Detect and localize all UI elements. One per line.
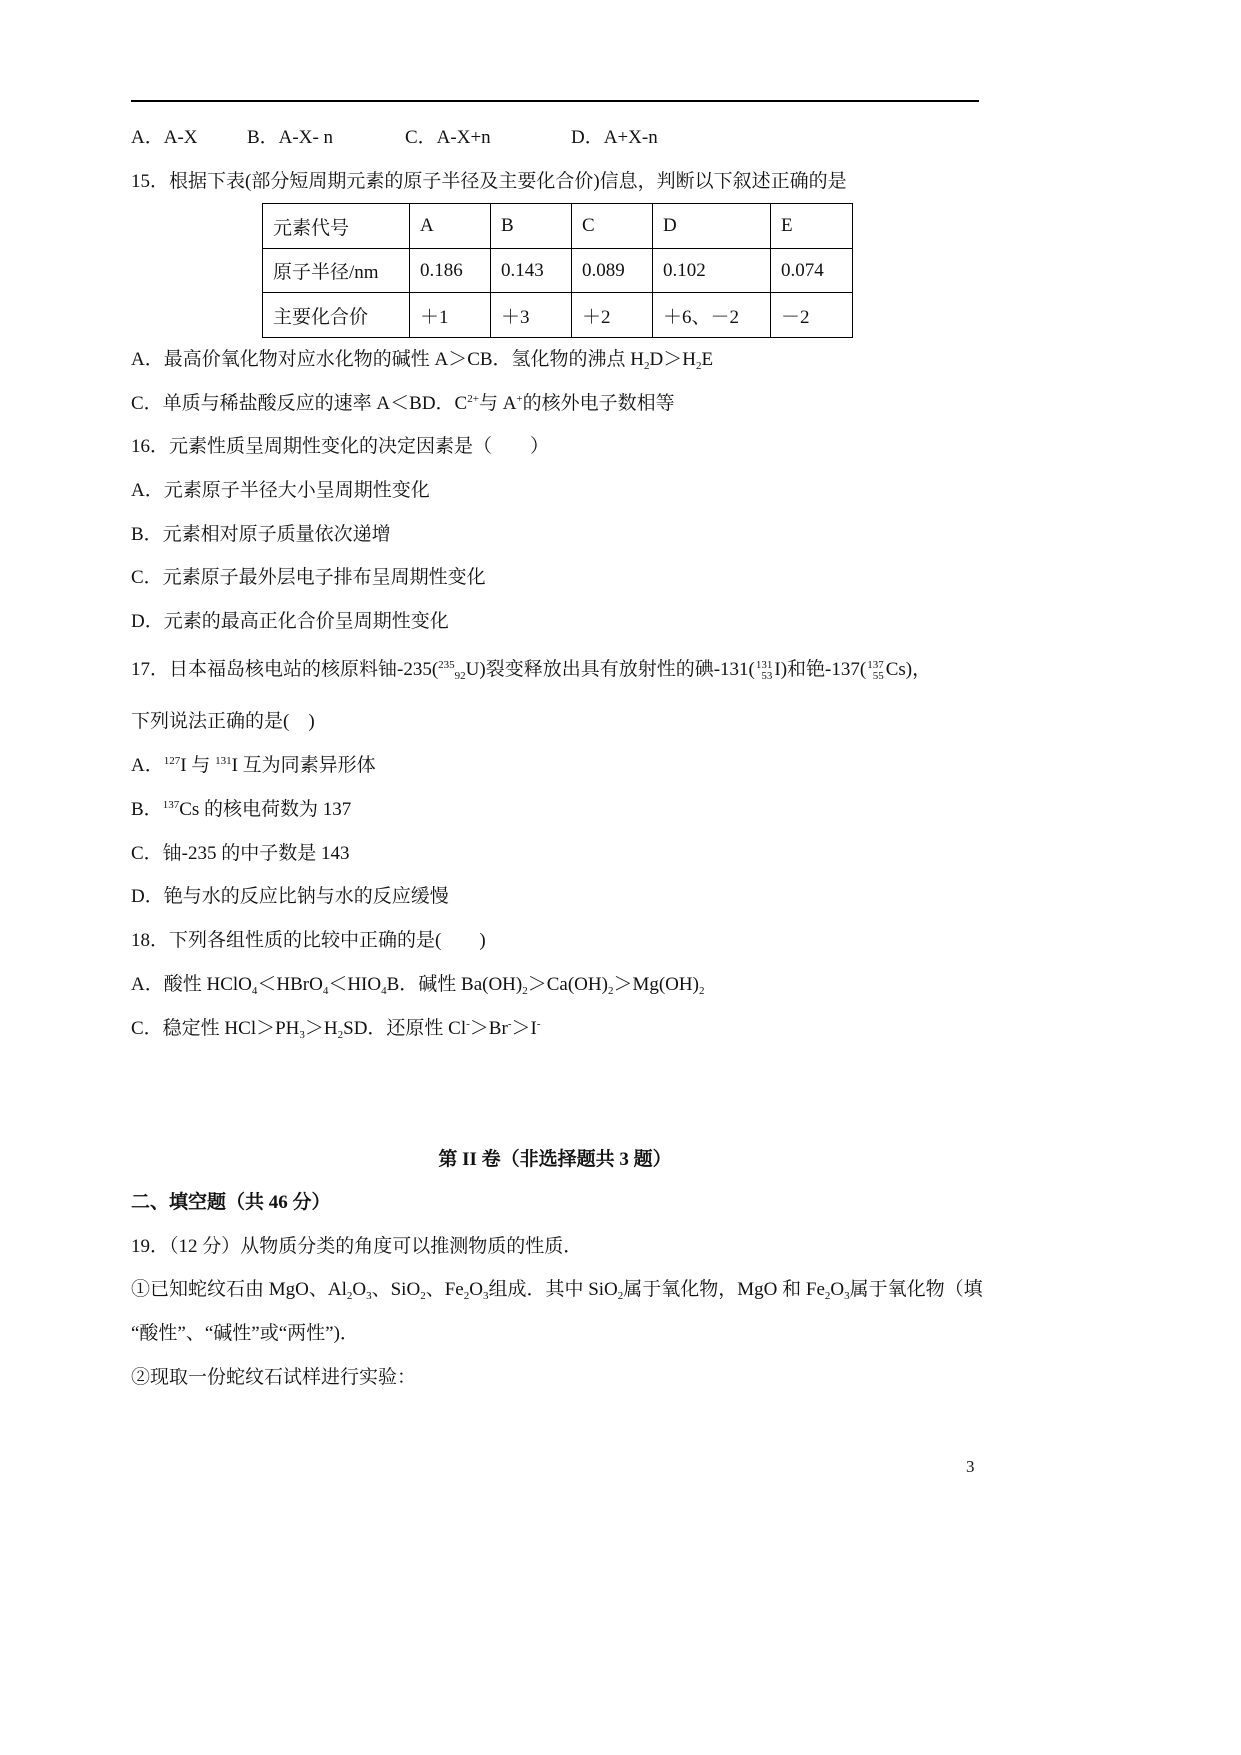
text-run: 、Fe xyxy=(425,1279,464,1300)
text-run: A． xyxy=(131,755,164,776)
superscript: + xyxy=(516,393,523,405)
part2-title: 第 II 卷（非选择题共 3 题） xyxy=(438,1149,672,1170)
q17-option-c xyxy=(131,842,350,866)
q17-option-d xyxy=(131,885,449,909)
text-run: U)裂变释放出具有放射性的碘-131( xyxy=(465,659,755,680)
subscript: 4 xyxy=(251,985,258,997)
text-run: C．稳定性 HCl＞PH xyxy=(131,1018,300,1039)
element-table xyxy=(262,203,853,338)
superscript: 131 xyxy=(215,755,232,767)
superscript: 127 xyxy=(163,755,181,767)
table-cell: －2 xyxy=(771,293,853,338)
subscript: 2 xyxy=(337,1029,344,1041)
subscript: 4 xyxy=(381,985,387,997)
subscript: 2 xyxy=(695,360,702,372)
text-run: ＜HIO xyxy=(328,974,382,995)
superscript: 2+ xyxy=(467,393,479,405)
q15-stem: 15．根据下表(部分短周期元素的原子半径及主要化合价)信息，判断以下叙述正确的是 xyxy=(131,171,847,192)
q14-option-b: B．A-X- n xyxy=(247,127,334,148)
table-cell: 元素代号 xyxy=(263,204,410,249)
subscript: 3 xyxy=(299,1029,305,1041)
text-run: O xyxy=(352,1279,367,1300)
q16-option-d: D．元素的最高正化合价呈周期性变化 xyxy=(131,611,449,632)
text-run: A．最高价氧化物对应水化物的碱性 A＞CB．氢化物的沸点 H xyxy=(131,349,645,370)
mass-number: 137 xyxy=(867,658,884,671)
superscript: - xyxy=(466,1018,470,1030)
table-cell: ＋2 xyxy=(572,293,653,338)
text-run: O xyxy=(469,1279,483,1300)
text-run: A．酸性 HClO xyxy=(131,974,252,995)
q14-option-a: A．A-X xyxy=(131,127,198,148)
q19-line2: “酸性”、“碱性”或“两性”)． xyxy=(131,1323,359,1344)
text-run: ①已知蛇纹石由 MgO、Al xyxy=(131,1279,347,1300)
section-heading: 二、填空题（共 46 分） xyxy=(131,1192,331,1213)
q16-option-c: C．元素原子最外层电子排布呈周期性变化 xyxy=(131,567,486,588)
text-run: ＞Br xyxy=(469,1018,508,1039)
table-cell: 0.186 xyxy=(410,249,491,293)
table-cell: ＋1 xyxy=(410,293,491,338)
text-run: 17．日本福岛核电站的核原料铀-235( xyxy=(131,659,439,680)
text-run: ＞H xyxy=(304,1018,338,1039)
table-cell: ＋3 xyxy=(491,293,572,338)
table-cell: 原子半径/nm xyxy=(263,249,410,293)
q14-option-c: C．A-X+n xyxy=(405,127,491,148)
subscript: 3 xyxy=(366,1290,372,1302)
text-run: ＜HBrO xyxy=(257,974,323,995)
superscript: 235 xyxy=(438,659,455,671)
isotope-notation xyxy=(867,660,884,682)
text-run: B．碱性 Ba(OH) xyxy=(386,974,523,995)
q18-stem: 18．下列各组性质的比较中正确的是( ) xyxy=(131,930,486,951)
subscript: 2 xyxy=(346,1290,353,1302)
table-cell: 0.089 xyxy=(572,249,653,293)
subscript: 2 xyxy=(824,1290,831,1302)
subscript: 2 xyxy=(607,985,614,997)
q19-line1 xyxy=(131,1278,983,1302)
subscript: 4 xyxy=(322,985,329,997)
q14-option-d: D．A+X-n xyxy=(571,127,658,148)
superscript: - xyxy=(536,1018,541,1030)
table-cell: 主要化合价 xyxy=(263,293,410,338)
superscript: 137 xyxy=(162,799,180,811)
subscript: 2 xyxy=(420,1290,426,1302)
header-rule xyxy=(131,100,979,102)
text-run: Cs 的核电荷数为 137 xyxy=(179,799,352,820)
table-cell: A xyxy=(410,204,491,249)
text-run: ＞Ca(OH) xyxy=(527,974,608,995)
table-row xyxy=(263,293,853,338)
text-run: 属于氧化物，MgO 和 Fe xyxy=(623,1279,825,1300)
q18-options-cd xyxy=(131,1017,540,1041)
q15-options-ab xyxy=(131,348,713,372)
q15-options-cd xyxy=(131,392,675,416)
table-cell: 0.143 xyxy=(491,249,572,293)
q16-option-a: A．元素原子半径大小呈周期性变化 xyxy=(131,480,430,501)
subscript: 3 xyxy=(844,1290,850,1302)
text-run: E xyxy=(701,349,714,370)
text-run: 、SiO xyxy=(371,1279,421,1300)
text-run: Cs)， xyxy=(885,659,932,680)
q18-options-ab xyxy=(131,973,704,997)
subscript: 2 xyxy=(698,985,705,997)
q19-line3: ②现取一份蛇纹石试样进行实验： xyxy=(131,1367,417,1388)
q14-options xyxy=(131,126,979,150)
text-run: O xyxy=(830,1279,845,1300)
table-cell: C xyxy=(572,204,653,249)
text-run: D＞H xyxy=(649,349,696,370)
text-run: ＞I xyxy=(511,1018,537,1039)
q16-option-b: B．元素相对原子质量依次递增 xyxy=(131,524,391,545)
text-run: 与 A xyxy=(478,393,517,414)
table-row xyxy=(263,249,853,293)
isotope-notation xyxy=(756,660,773,682)
table-cell: ＋6、－2 xyxy=(653,293,771,338)
q16-stem: 16．元素性质呈周期性变化的决定因素是（ ） xyxy=(131,436,550,457)
text-run: C．单质与稀盐酸反应的速率 A＜BD．C xyxy=(131,393,468,414)
table-cell: D xyxy=(653,204,771,249)
subscript: 2 xyxy=(644,360,650,372)
table-cell: 0.074 xyxy=(771,249,853,293)
subscript: 3 xyxy=(482,1290,489,1302)
q17-option-a xyxy=(131,754,376,778)
atomic-number: 55 xyxy=(872,669,884,682)
atomic-number: 53 xyxy=(761,669,773,682)
text-run: I 与 xyxy=(180,755,216,776)
text-run: I)和铯-137( xyxy=(774,659,867,680)
table-row xyxy=(263,204,853,249)
text-run: C．铀-235 的中子数是 143 xyxy=(131,843,350,864)
subscript: 2 xyxy=(463,1290,470,1302)
table-cell: B xyxy=(491,204,572,249)
subscript: 92 xyxy=(454,670,466,682)
text-run: B． xyxy=(131,799,163,820)
table-cell: E xyxy=(771,204,853,249)
q19-stem: 19．（12 分）从物质分类的角度可以推测物质的性质． xyxy=(131,1236,583,1257)
table-cell: 0.102 xyxy=(653,249,771,293)
subscript: 2 xyxy=(522,985,528,997)
q17-stem-line2: 下列说法正确的是( ) xyxy=(131,711,315,732)
text-run: ＞Mg(OH) xyxy=(613,974,699,995)
text-run: 属于氧化物（填 xyxy=(849,1279,983,1300)
text-run: D．铯与水的反应比钠与水的反应缓慢 xyxy=(131,886,449,907)
q17-stem-line1 xyxy=(131,658,931,682)
subscript: 2 xyxy=(617,1290,624,1302)
text-run: 的核外电子数相等 xyxy=(522,393,675,414)
superscript: - xyxy=(507,1018,512,1030)
q17-option-b xyxy=(131,798,351,822)
text-run: I 互为同素异形体 xyxy=(231,755,376,776)
text-run: 组成．其中 SiO xyxy=(488,1279,618,1300)
mass-number: 131 xyxy=(755,658,773,671)
page-number: 3 xyxy=(966,1457,975,1476)
text-run: SD．还原性 Cl xyxy=(343,1018,467,1039)
